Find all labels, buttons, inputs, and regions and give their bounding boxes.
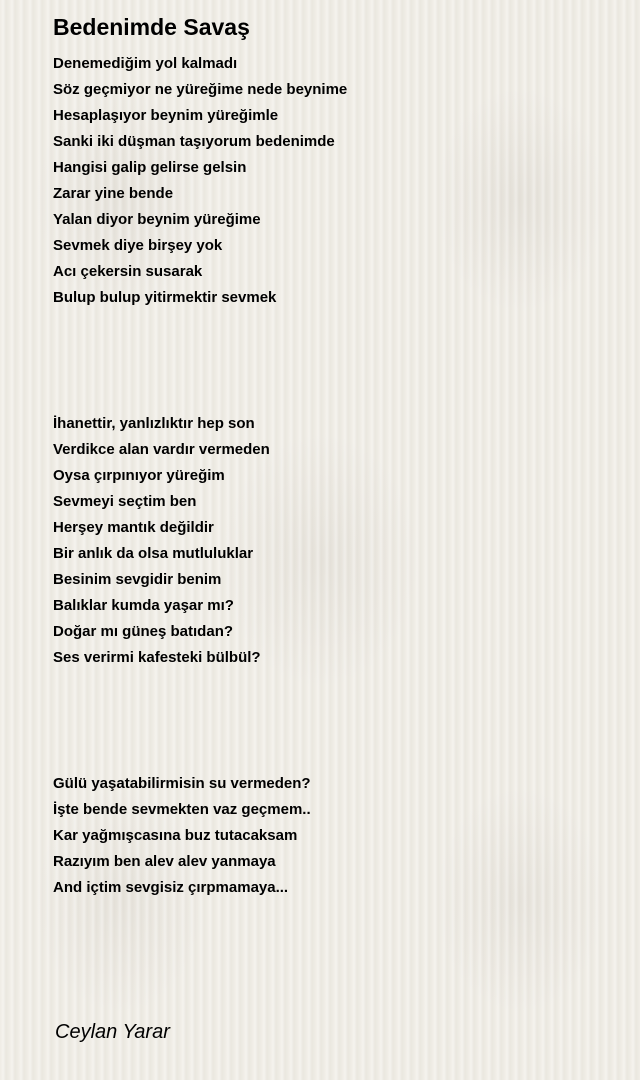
poem-line: Besinim sevgidir benim	[53, 571, 222, 588]
poem-line: Zarar yine bende	[53, 185, 174, 202]
poem-line: Razıyım ben alev alev yanmaya	[53, 853, 276, 870]
poem-author: Ceylan Yarar	[55, 1021, 170, 1043]
poem-line: And içtim sevgisiz çırpmamaya...	[53, 879, 289, 896]
poem-line: Gülü yaşatabilirmisin su vermeden?	[53, 775, 311, 792]
poem-line: Ses verirmi kafesteki bülbül?	[53, 649, 261, 666]
stanza-2	[53, 411, 270, 671]
poem-line: Kar yağmışcasına buz tutacaksam	[53, 827, 298, 844]
poem-line: Doğar mı güneş batıdan?	[53, 623, 234, 640]
poem-line: Bir anlık da olsa mutluluklar	[53, 545, 254, 562]
poem-line: Herşey mantık değildir	[53, 519, 214, 536]
poem-line: Verdikce alan vardır vermeden	[53, 441, 270, 458]
stanza-1	[53, 51, 347, 311]
poem-line: İşte bende sevmekten vaz geçmem..	[53, 801, 311, 818]
poem-line: Sevmeyi seçtim ben	[53, 493, 197, 510]
stanza-3	[53, 771, 311, 901]
poem-line: Hesaplaşıyor beynim yüreğimle	[53, 107, 279, 124]
poem-title: Bedenimde Savaş	[53, 14, 250, 40]
poem-line: Yalan diyor beynim yüreğime	[53, 211, 261, 228]
poem-line: İhanettir, yanlızlıktır hep son	[53, 415, 255, 432]
poem-line: Balıklar kumda yaşar mı?	[53, 597, 234, 614]
poem-line: Sanki iki düşman taşıyorum bedenimde	[53, 133, 335, 150]
poem-line: Söz geçmiyor ne yüreğime nede beynime	[53, 81, 348, 98]
poem-line: Bulup bulup yitirmektir sevmek	[53, 289, 277, 306]
poem-line: Oysa çırpınıyor yüreğim	[53, 467, 225, 484]
poem-line: Hangisi galip gelirse gelsin	[53, 159, 247, 176]
poem-line: Sevmek diye birşey yok	[53, 237, 223, 254]
poem-line: Denemediğim yol kalmadı	[53, 55, 238, 72]
poem-line: Acı çekersin susarak	[53, 263, 203, 280]
